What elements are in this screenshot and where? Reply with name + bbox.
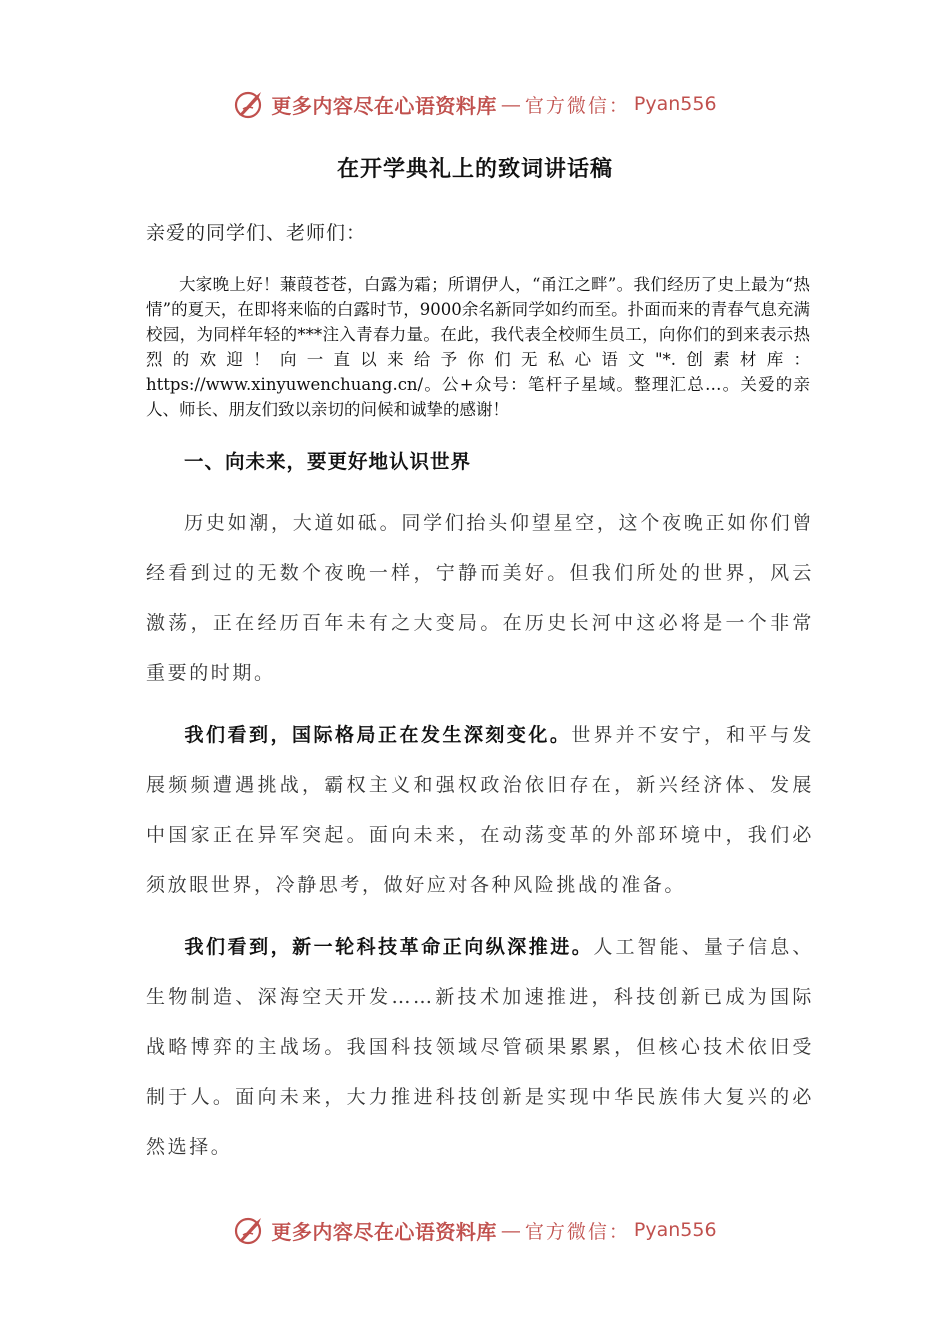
section-heading: 一、向未来，要更好地认识世界 — [184, 450, 472, 473]
para2-lead: 我们看到，国际格局正在发生深刻变化。 — [184, 724, 572, 746]
pen-nib-logo-icon — [233, 1213, 267, 1247]
body-paragraph-2 — [146, 710, 814, 910]
wechat-id: Pyan556 — [633, 1219, 717, 1241]
intro-paragraph — [146, 272, 810, 422]
header-banner — [0, 84, 950, 124]
para1-text: 历史如潮，大道如砥。同学们抬头仰望星空，这个夜晚正如你们曾经看到过的无数个夜晚一样，宁静而美好。但我们所处的世界，风云激荡，正在经历百年未有之大变局。在历史长河中这必将是一个非常重要的时期。 — [146, 512, 814, 684]
para3-text: 人工智能、量子信息、生物制造、深海空天开发……新技术加速推进，科技创新已成为国际战略博弈的主战场。我国科技领域尽管硕果累累，但核心技术依旧受制于人。面向未来，大力推进科技创新是实现中华民族伟大复兴的必然选择。 — [146, 936, 814, 1158]
brand-separator: — — [500, 1218, 521, 1242]
para2-text: 世界并不安宁，和平与发展频频遭遇挑战，霸权主义和强权政治依旧存在，新兴经济体、发展中国家正在异军突起。面向未来，在动荡变革的外部环境中，我们必须放眼世界，冷静思考，做好应对各种风险挑战的准备。 — [146, 724, 814, 896]
brand-text: 更多内容尽在心语资料库 — [271, 1219, 497, 1244]
body-paragraph-3 — [146, 922, 814, 1172]
intro-text: 大家晚上好！蒹葭苍苍，白露为霜；所谓伊人，“甬江之畔”。我们经历了史上最为“热情”的夏天，在即将来临的白露时节，9000余名新同学如约而至。扑面而来的青春气息充满校园，为同样年轻的***注入青春力量。在此，我代表全校师生员工，向你们的到来表示热烈的欢迎！向一直以来给予你们无私心语文"*.创素材库：https://www.xinyuwenchuang.cn/。公+众号：笔杆子星域。整理汇总…。关爱的亲人、师长、朋友们致以亲切的问候和诚挚的感谢！ — [146, 275, 810, 419]
document-title: 在开学典礼上的致词讲话稿 — [336, 156, 613, 182]
body-paragraph-1 — [146, 498, 814, 698]
pen-nib-logo-icon — [233, 87, 267, 121]
brand-separator: — — [500, 92, 521, 116]
wechat-label: 官方微信： — [524, 94, 630, 117]
wechat-label: 官方微信： — [524, 1220, 630, 1243]
footer-banner — [0, 1210, 950, 1250]
greeting: 亲爱的同学们、老师们： — [146, 222, 367, 244]
para3-lead: 我们看到，新一轮科技革命正向纵深推进。 — [184, 936, 594, 958]
brand-text: 更多内容尽在心语资料库 — [271, 93, 497, 118]
wechat-id: Pyan556 — [633, 93, 717, 115]
